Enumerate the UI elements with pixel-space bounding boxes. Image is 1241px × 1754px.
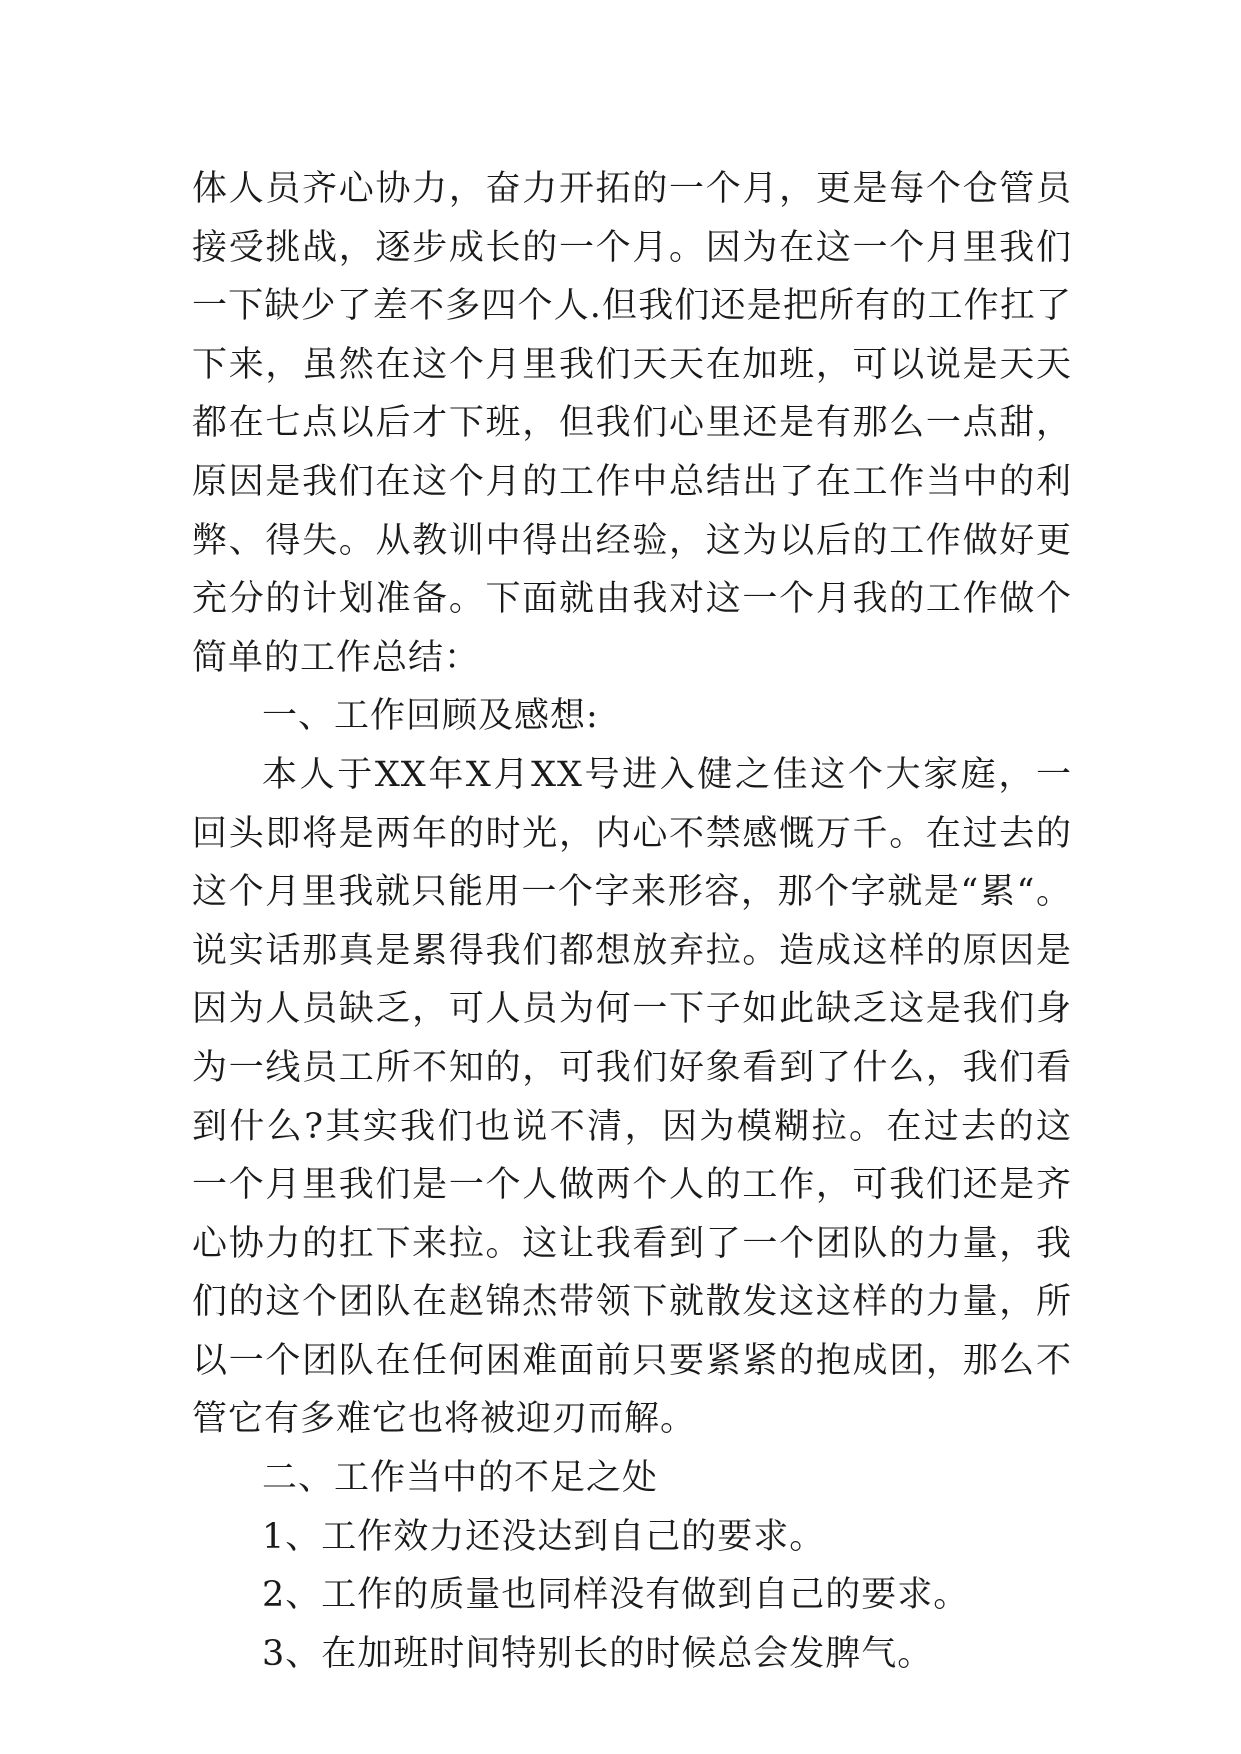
- section-heading-shortcomings: 二、工作当中的不足之处: [262, 1458, 659, 1499]
- document-body: [192, 160, 1072, 1683]
- list-item-2: 2、工作的质量也同样没有做到自己的要求。: [262, 1575, 970, 1616]
- section-heading-review: 一、工作回顾及感想:: [262, 696, 599, 737]
- list-item-3: 3、在加班时间特别长的时候总会发脾气。: [262, 1633, 934, 1674]
- paragraph-review: 本人于XX年X月XX号进入健之佳这个大家庭，一回头即将是两年的时光，内心不禁感慨万千。在过去的这个月里我就只能用一个字来形容，那个字就是“累“。说实话那真是累得我们都想放弃拉。造成这样的原因是因为人员缺乏，可人员为何一下子如此缺乏这是我们身为一线员工所不知的，可我们好象看到了什么，我们看到什么?其实我们也说不清，因为模糊拉。在过去的这一个月里我们是一个人做两个人的工作，可我们还是齐心协力的扛下来拉。这让我看到了一个团队的力量，我们的这个团队在赵锦杰带领下就散发这这样的力量，所以一个团队在任何困难面前只要紧紧的抱成团，那么不管它有多难它也将被迎刃而解。: [192, 754, 1072, 1440]
- paragraph-intro: 体人员齐心协力，奋力开拓的一个月，更是每个仓管员接受挑战，逐步成长的一个月。因为在这一个月里我们一下缺少了差不多四个人.但我们还是把所有的工作扛了下来，虽然在这个月里我们天天在加班，可以说是天天都在七点以后才下班，但我们心里还是有那么一点甜，原因是我们在这个月的工作中总结出了在工作当中的利弊、得失。从教训中得出经验，这为以后的工作做好更充分的计划准备。下面就由我对这一个月我的工作做个简单的工作总结：: [192, 169, 1072, 678]
- list-item-1: 1、工作效力还没达到自己的要求。: [262, 1516, 826, 1557]
